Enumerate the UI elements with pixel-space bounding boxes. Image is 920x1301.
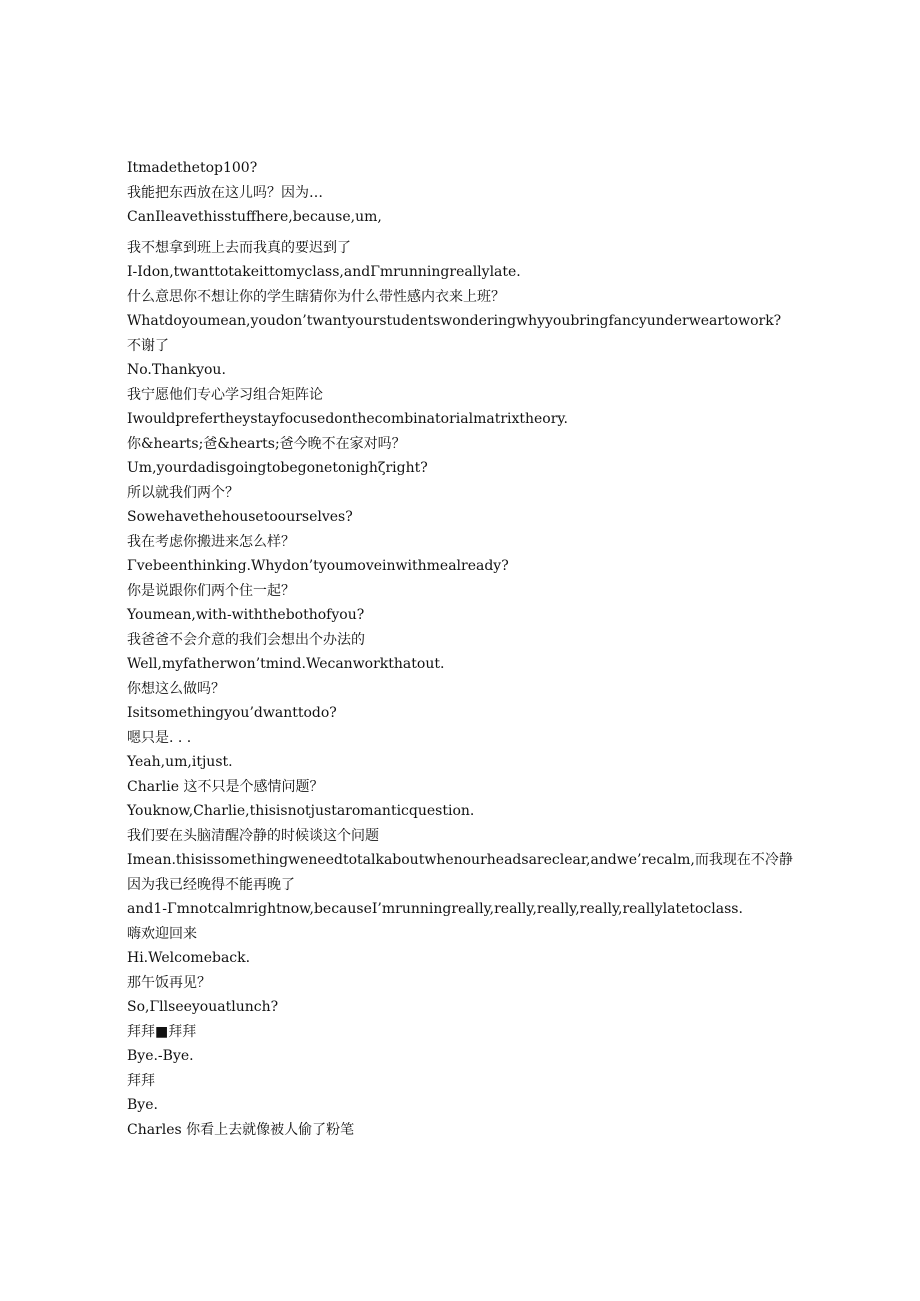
text-line: 你想这么做吗？: [127, 680, 225, 697]
text-line: No.Thankyou.: [127, 362, 226, 378]
text-line: 我爸爸不会介意的我们会想出个办法的: [127, 631, 365, 648]
text-line: Γvebeenthinking.Whydon’tyoumoveinwithmealready?: [127, 558, 509, 574]
text-line: 我们要在头脑清醒冷静的时候谈这个问题: [127, 827, 379, 844]
text-line: Isitsomethingyou’dwanttodo?: [127, 705, 337, 721]
text-line: 我不想拿到班上去而我真的要迟到了: [127, 239, 351, 256]
text-line: Iwouldprefertheystayfocusedonthecombinatorialmatrixtheory.: [127, 411, 568, 427]
text-line: I-Idon,twanttotakeittomyclass,andΓmrunningreallylate.: [127, 264, 521, 280]
text-line: 我宁愿他们专心学习组合矩阵论: [127, 386, 323, 403]
text-line: 不谢了: [127, 337, 169, 354]
text-line: 你是说跟你们两个住一起？: [127, 582, 295, 599]
text-line: 嗨欢迎回来: [127, 925, 197, 942]
text-line: Youknow,Charlie,thisisnotjustaromanticquestion.: [127, 803, 475, 819]
text-line: 拜拜■拜拜: [127, 1023, 197, 1040]
text-line: and1-Γmnotcalmrightnow,becauseI’mrunningreally,really,really,really,reallylatetoclass.: [127, 901, 743, 917]
text-line: 我能把东西放在这儿吗？因为…: [127, 184, 323, 201]
subtitle-text-block: [127, 156, 897, 1142]
text-line: 拜拜: [127, 1072, 155, 1089]
text-line: CanIleavethisstuffhere,because,um,: [127, 209, 382, 225]
text-line: 什么意思你不想让你的学生瞎猜你为什么带性感内衣来上班？: [127, 288, 505, 305]
text-line: 所以就我们两个？: [127, 484, 239, 501]
text-line: 嗯只是. . .: [127, 729, 192, 746]
text-line: Whatdoyoumean,youdon’twantyourstudentswonderingwhyyoubringfancyunderweartowork?: [127, 313, 782, 329]
text-line: Sowehavethehousetoourselves?: [127, 509, 353, 525]
text-line: Well,myfatherwon’tmind.Wecanworkthatout.: [127, 656, 445, 672]
text-line: 那午饭再见？: [127, 974, 211, 991]
text-line: 因为我已经晚得不能再晚了: [127, 876, 295, 893]
text-line: So,Γllseeyouatlunch?: [127, 999, 279, 1015]
text-line: Imean.thisissomethingweneedtotalkaboutwhenourheadsareclear,andwe’recalm,而我现在不冷静: [127, 852, 793, 868]
text-line: Hi.Welcomeback.: [127, 950, 251, 966]
text-line: 我在考虑你搬进来怎么样？: [127, 533, 295, 550]
text-line: Bye.-Bye.: [127, 1048, 194, 1064]
text-line: Um,yourdadisgoingtobegonetonighζright?: [127, 460, 428, 476]
text-line: 你&hearts;爸&hearts;爸今晚不在家对吗？: [127, 435, 406, 452]
text-line: Bye.: [127, 1097, 158, 1113]
text-line: Charlie 这不只是个感情问题？: [127, 778, 324, 795]
text-line: Youmean,with-withthebothofyou?: [127, 607, 365, 623]
text-line: Charles 你看上去就像被人偷了粉笔: [127, 1121, 355, 1138]
text-line: Yeah,um,itjust.: [127, 754, 233, 770]
text-line: Itmadethetop100?: [127, 160, 258, 176]
